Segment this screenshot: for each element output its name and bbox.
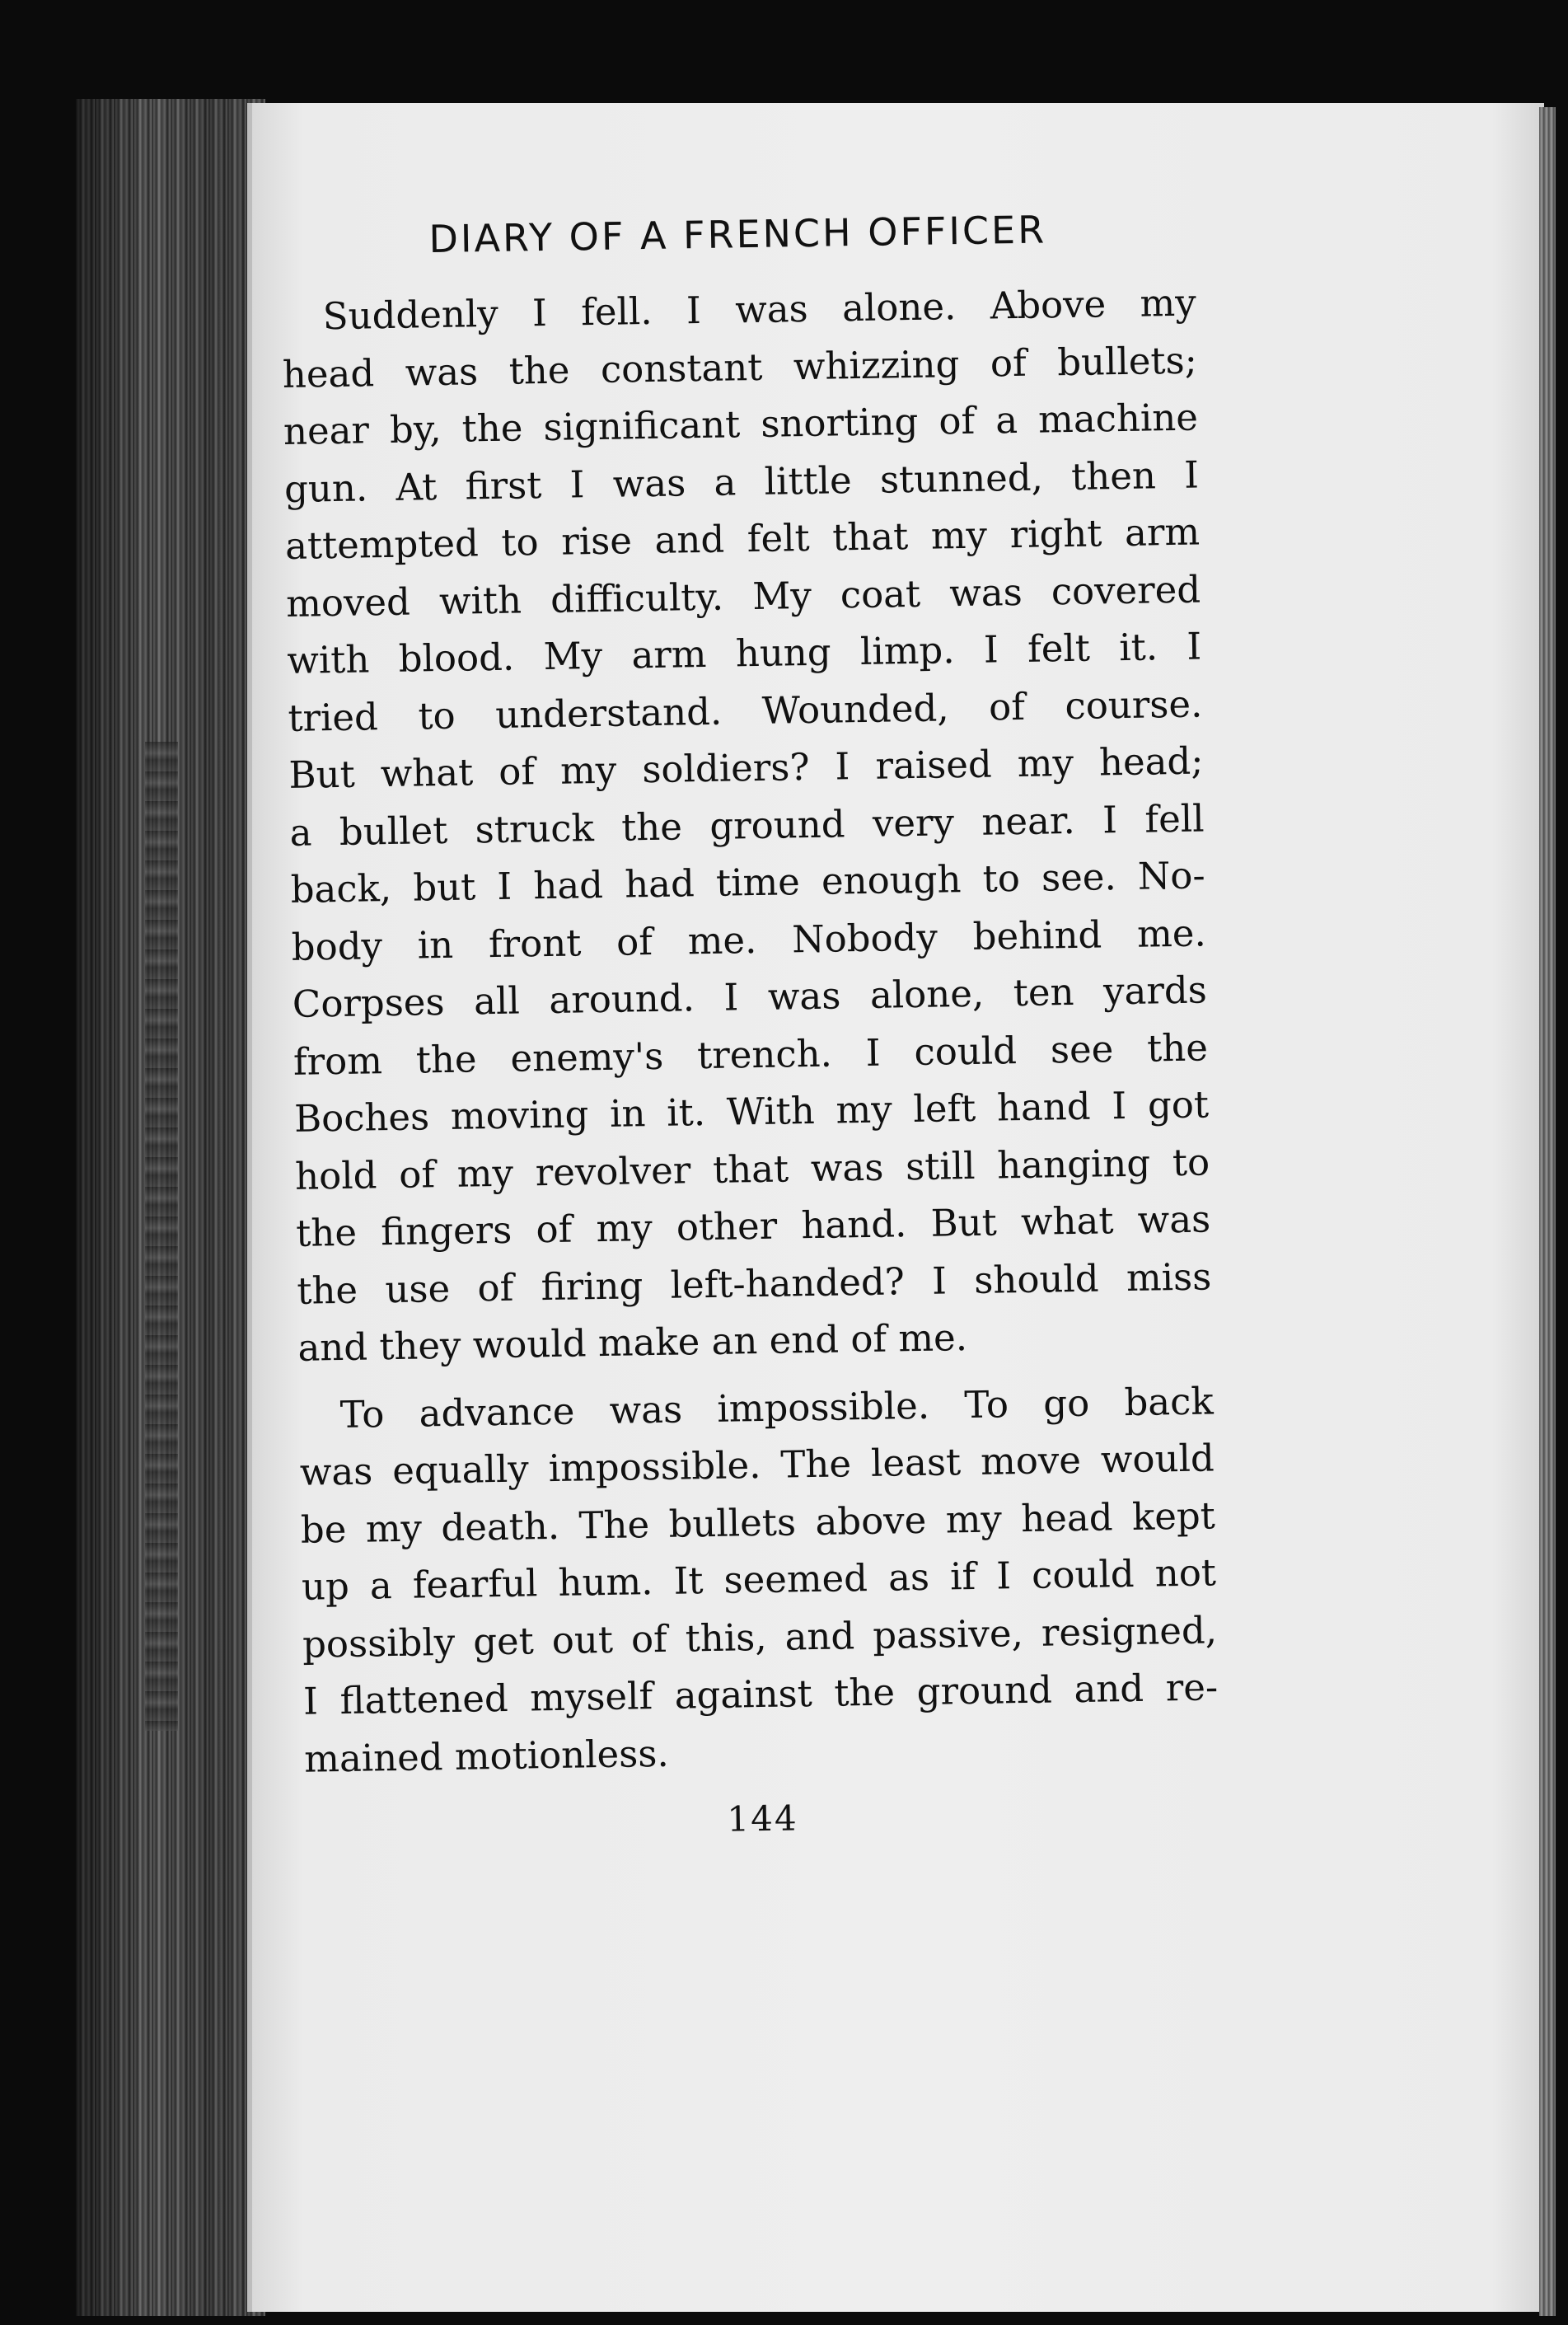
text-line: up a fearful hum. It seemed as if I could not	[301, 1550, 1217, 1609]
text-line: near by, the significant snorting of a machine	[283, 395, 1199, 453]
text-line: tried to understand. Wounded, of course.	[288, 681, 1203, 740]
text-line: back, but I had had time enough to see. No-	[290, 853, 1205, 912]
text-line: be my death. The bullets above my head kept	[300, 1493, 1216, 1552]
text-line: and they would make an end of me.	[297, 1315, 968, 1370]
text-line: with blood. My arm hung limp. I felt it. I	[286, 624, 1202, 682]
paragraph-1	[281, 274, 1213, 1377]
text-line: Suddenly I fell. I was alone. Above my	[322, 280, 1197, 339]
text-line: body in front of me. Nobody behind me.	[291, 910, 1207, 969]
text-line: moved with difficulty. My coat was covered	[285, 567, 1201, 626]
text-line: To advance was impossible. To go back	[339, 1378, 1215, 1437]
text-line: attempted to rise and felt that my right arm	[284, 509, 1201, 568]
text-line: the fingers of my other hand. But what was	[295, 1197, 1211, 1255]
text-line: hold of my revolver that was still hanging to	[294, 1139, 1210, 1198]
text-line: mained motionless.	[303, 1731, 670, 1781]
text-line: a bullet struck the ground very near. I fell	[289, 795, 1205, 855]
text-line: But what of my soldiers? I raised my head;	[288, 738, 1204, 797]
text-line: was equally impossible. The least move would	[299, 1436, 1215, 1494]
text-line: Corpses all around. I was alone, ten yards	[292, 968, 1208, 1026]
text-line: I flattened myself against the ground and re-	[302, 1665, 1219, 1723]
text-line: possibly get out of this, and passive, resigned,	[302, 1607, 1218, 1666]
facing-page-edge	[1539, 107, 1556, 2316]
spine-marking	[145, 742, 178, 1731]
page-number: 144	[727, 1798, 798, 1840]
paragraph-2	[298, 1372, 1219, 1788]
running-head: DIARY OF A FRENCH OFFICER	[428, 207, 1047, 262]
text-line: the use of firing left-handed? I should miss	[296, 1254, 1212, 1313]
text-line: Boches moving in it. With my left hand I got	[293, 1082, 1210, 1141]
text-line: from the enemy's trench. I could see the	[293, 1024, 1209, 1084]
page-text	[280, 209, 1220, 1846]
text-line: head was the constant whizzing of bullets;	[282, 338, 1198, 396]
text-line: gun. At first I was a little stunned, then I	[283, 452, 1200, 511]
